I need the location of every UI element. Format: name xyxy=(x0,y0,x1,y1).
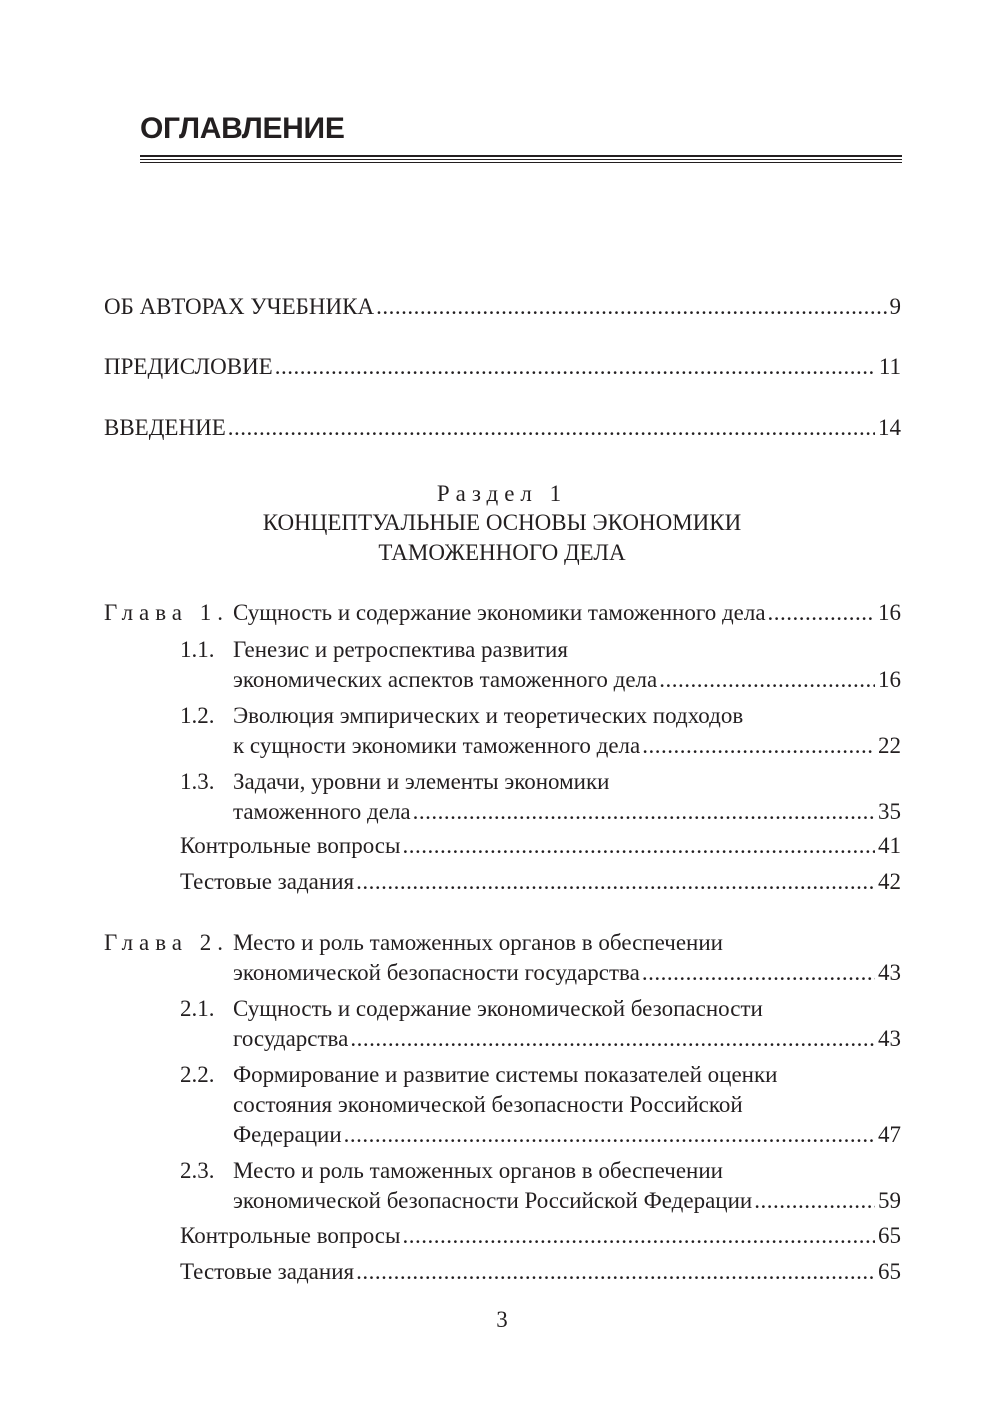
leader-dots xyxy=(413,797,875,827)
page-ref: 59 xyxy=(878,1188,901,1213)
section-title-line-2: ТАМОЖЕННОГО ДЕЛА xyxy=(378,540,626,565)
toc-entry-chapter-1[interactable]: Глава 1. Сущность и содержание экономики таможенного дела ..... 16 xyxy=(104,598,901,628)
toc-entry-1-2[interactable]: 1.2. Эволюция эмпирических и теоретических подходов xyxy=(180,701,901,731)
page-ref: 47 xyxy=(878,1122,901,1147)
toc-entry-1-3[interactable]: 1.3. Задачи, уровни и элементы экономики xyxy=(180,767,901,797)
page-title: ОГЛАВЛЕНИЕ xyxy=(140,112,345,145)
toc-entry-2-1[interactable]: 2.1. Сущность и содержание экономической безопасности xyxy=(180,994,901,1024)
toc-entry-2-2-cont[interactable]: состояния экономической безопасности Российской xyxy=(233,1092,743,1117)
page-ref: 14 xyxy=(878,415,901,440)
leader-dots xyxy=(356,1257,875,1287)
page-ref: 65 xyxy=(878,1259,901,1284)
toc-entry-chapter-2-tests[interactable]: Тестовые задания ..... 65 xyxy=(180,1257,901,1287)
section-title-line-1: КОНЦЕПТУАЛЬНЫЕ ОСНОВЫ ЭКОНОМИКИ xyxy=(262,510,742,535)
leader-dots xyxy=(402,831,875,861)
toc-entry-chapter-2-cont[interactable]: экономической безопасности государства ..... 43 xyxy=(233,958,901,988)
toc-entry-2-3-cont[interactable]: экономической безопасности Российской Федерации ..... 59 xyxy=(233,1186,901,1216)
page-ref: 16 xyxy=(878,600,901,625)
subsection-number: 2.3. xyxy=(180,1158,215,1183)
toc-entry-chapter-1-questions[interactable]: Контрольные вопросы ..... 41 xyxy=(180,831,901,861)
leader-dots xyxy=(228,413,875,443)
leader-dots xyxy=(350,1024,875,1054)
page-number: 3 xyxy=(496,1307,508,1332)
subsection-number: 1.2. xyxy=(180,703,215,728)
chapter-label: Глава 2. xyxy=(104,930,230,955)
toc-entry-chapter-2-questions[interactable]: Контрольные вопросы ..... 65 xyxy=(180,1221,901,1251)
toc-entry-2-2[interactable]: 2.2. Формирование и развитие системы показателей оценки xyxy=(180,1060,901,1090)
toc-entry-2-1-cont[interactable]: государства ..... 43 xyxy=(233,1024,901,1054)
page-ref: 43 xyxy=(878,1026,901,1051)
subsection-number: 1.3. xyxy=(180,769,215,794)
page-ref: 43 xyxy=(878,960,901,985)
page-ref: 9 xyxy=(889,294,901,319)
toc-entry-1-1[interactable]: 1.1. Генезис и ретроспектива развития xyxy=(180,635,901,665)
leader-dots xyxy=(754,1186,875,1216)
page-ref: 11 xyxy=(878,354,901,379)
toc-entry-chapter-2[interactable]: Глава 2. Место и роль таможенных органов в обеспечении xyxy=(104,928,901,958)
leader-dots xyxy=(642,958,875,988)
page-ref: 22 xyxy=(878,733,901,758)
page-ref: 41 xyxy=(878,833,901,858)
toc-entry-2-2-cont-2[interactable]: Федерации ..... 47 xyxy=(233,1120,901,1150)
subsection-number: 2.2. xyxy=(180,1062,215,1087)
toc-entry-2-3[interactable]: 2.3. Место и роль таможенных органов в обеспечении xyxy=(180,1156,901,1186)
subsection-number: 2.1. xyxy=(180,996,215,1021)
chapter-label: Глава 1. xyxy=(104,600,230,625)
leader-dots xyxy=(402,1221,875,1251)
page-ref: 16 xyxy=(878,667,901,692)
toc-entry-1-1-cont[interactable]: экономических аспектов таможенного дела ..... 16 xyxy=(233,665,901,695)
toc-entry-preface[interactable]: ПРЕДИСЛОВИЕ ..... 11 xyxy=(104,352,901,382)
toc-entry-introduction[interactable]: ВВЕДЕНИЕ ..... 14 xyxy=(104,413,901,443)
page-ref: 65 xyxy=(878,1223,901,1248)
leader-dots xyxy=(275,352,876,382)
leader-dots xyxy=(642,731,875,761)
leader-dots xyxy=(659,665,875,695)
subsection-number: 1.1. xyxy=(180,637,215,662)
section-label: Раздел 1 xyxy=(436,481,568,506)
leader-dots xyxy=(356,867,875,897)
leader-dots xyxy=(376,292,886,322)
toc-entry-1-2-cont[interactable]: к сущности экономики таможенного дела ..... 22 xyxy=(233,731,901,761)
leader-dots xyxy=(768,598,875,628)
toc-entry-about-authors[interactable]: ОБ АВТОРАХ УЧЕБНИКА ..... 9 xyxy=(104,292,901,322)
page-ref: 42 xyxy=(878,869,901,894)
toc-entry-chapter-1-tests[interactable]: Тестовые задания ..... 42 xyxy=(180,867,901,897)
leader-dots xyxy=(344,1120,875,1150)
page-ref: 35 xyxy=(878,799,901,824)
toc-entry-1-3-cont[interactable]: таможенного дела ..... 35 xyxy=(233,797,901,827)
